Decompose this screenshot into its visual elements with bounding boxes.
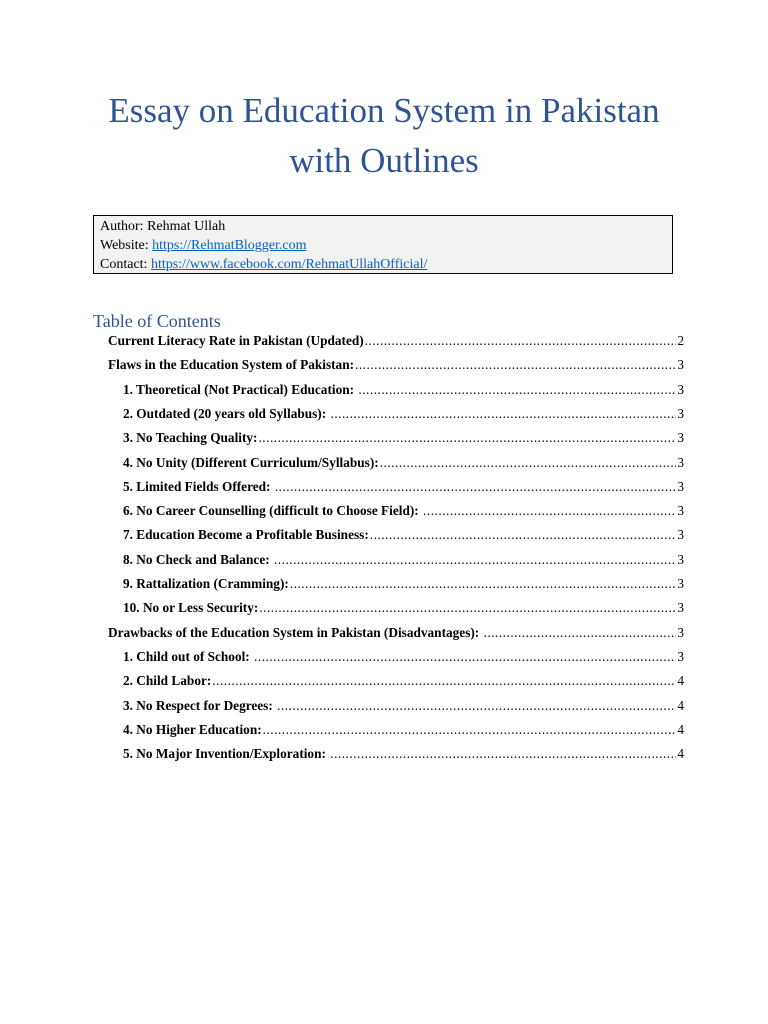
website-link[interactable]: https://RehmatBlogger.com bbox=[152, 238, 307, 253]
toc-dot-leader bbox=[331, 404, 677, 424]
toc-entry-spacer bbox=[273, 696, 276, 716]
toc-entry[interactable] bbox=[108, 623, 684, 643]
toc-entry-title: 4. No Higher Education: bbox=[123, 721, 262, 737]
author-line bbox=[100, 217, 666, 236]
toc-heading: Table of Contents bbox=[93, 311, 221, 331]
toc-page-number: 3 bbox=[677, 576, 684, 591]
toc-page-number: 3 bbox=[677, 430, 684, 446]
toc-page-number: 3 bbox=[677, 600, 684, 616]
toc-entry-spacer bbox=[250, 647, 253, 667]
author-label: Author: bbox=[100, 219, 144, 234]
toc-entry-title: 2. Child Labor: bbox=[123, 673, 212, 689]
toc-entry-spacer bbox=[326, 404, 329, 424]
toc-entry[interactable] bbox=[123, 647, 684, 667]
toc-entry-title: 1. Child out of School: bbox=[123, 648, 250, 664]
toc-entry-spacer bbox=[479, 623, 482, 643]
toc-entry-title: Drawbacks of the Education System in Pakistan (Disadvantages): bbox=[108, 624, 480, 640]
toc-dot-leader bbox=[358, 380, 676, 400]
toc-entry[interactable] bbox=[123, 696, 684, 716]
toc-page-number: 3 bbox=[677, 357, 684, 373]
toc-page-number: 3 bbox=[677, 527, 684, 543]
toc-entry-title: Flaws in the Education System of Pakistan: bbox=[108, 357, 355, 373]
toc-entry[interactable] bbox=[123, 501, 684, 521]
website-label: Website: bbox=[100, 238, 149, 253]
toc-page-number: 4 bbox=[677, 673, 684, 689]
toc-dot-leader bbox=[365, 331, 677, 351]
toc-entry[interactable] bbox=[123, 404, 684, 424]
toc-dot-leader bbox=[290, 574, 677, 594]
toc-entry[interactable] bbox=[123, 550, 684, 570]
title-line-1: Essay on Education System in Pakistan bbox=[108, 91, 660, 130]
author-name: Rehmat Ullah bbox=[147, 219, 226, 234]
toc-page-number: 4 bbox=[677, 746, 684, 762]
toc-entry[interactable] bbox=[108, 331, 684, 351]
contact-link[interactable]: https://www.facebook.com/RehmatUllahOfficial/ bbox=[150, 257, 428, 272]
toc-dot-leader bbox=[330, 744, 676, 764]
toc-page-number: 3 bbox=[677, 381, 684, 397]
toc-entry-spacer bbox=[270, 477, 273, 497]
toc-entry[interactable] bbox=[123, 477, 684, 497]
toc-dot-leader bbox=[277, 696, 676, 716]
toc-entry[interactable] bbox=[108, 355, 684, 375]
contact-line bbox=[100, 255, 666, 274]
toc-entry-title: 4. No Unity (Different Curriculum/Syllabus): bbox=[123, 454, 379, 470]
toc-dot-leader bbox=[263, 720, 677, 740]
toc-entry-title: 3. No Teaching Quality: bbox=[123, 430, 258, 446]
toc-entry[interactable] bbox=[123, 744, 684, 764]
toc-entry-spacer bbox=[354, 380, 357, 400]
toc-page-number: 3 bbox=[677, 503, 684, 519]
toc-entry-title: 10. No or Less Security: bbox=[123, 600, 259, 616]
toc-entry-title: 3. No Respect for Degrees: bbox=[123, 697, 273, 713]
website-line bbox=[100, 236, 666, 255]
contact-label: Contact: bbox=[100, 257, 148, 272]
toc-entry-spacer bbox=[419, 501, 422, 521]
toc-entry-spacer bbox=[326, 744, 329, 764]
document-title bbox=[60, 86, 708, 186]
toc-entry-spacer bbox=[270, 550, 273, 570]
toc-dot-leader bbox=[423, 501, 676, 521]
toc-entry-title: 7. Education Become a Profitable Business: bbox=[123, 527, 369, 543]
toc-page-number: 3 bbox=[677, 624, 684, 640]
toc-dot-leader bbox=[212, 671, 676, 691]
toc-page-number: 4 bbox=[677, 721, 684, 737]
title-line-2: with Outlines bbox=[289, 141, 479, 180]
toc-entry[interactable] bbox=[123, 525, 684, 545]
toc-dot-leader bbox=[258, 428, 676, 448]
toc-dot-leader bbox=[380, 453, 677, 473]
toc-dot-leader bbox=[259, 598, 676, 618]
toc-entry-title: 5. Limited Fields Offered: bbox=[123, 478, 271, 494]
toc-entry-title: 9. Rattalization (Cramming): bbox=[123, 576, 289, 591]
toc-entry[interactable] bbox=[123, 598, 684, 618]
toc-page-number: 2 bbox=[677, 333, 684, 348]
toc-page-number: 3 bbox=[677, 454, 684, 470]
toc-entry[interactable] bbox=[123, 720, 684, 740]
toc-page-number: 3 bbox=[677, 648, 684, 664]
toc-dot-leader bbox=[355, 355, 676, 375]
toc-page-number: 3 bbox=[677, 405, 684, 421]
toc-entry[interactable] bbox=[123, 453, 684, 473]
author-info-box bbox=[93, 215, 673, 274]
toc-entry-title: 6. No Career Counselling (difficult to Choose Field): bbox=[123, 503, 419, 519]
toc-entry[interactable] bbox=[123, 574, 684, 594]
toc-entry[interactable] bbox=[123, 380, 684, 400]
toc-page-number: 3 bbox=[677, 478, 684, 494]
toc-dot-leader bbox=[275, 477, 677, 497]
toc-dot-leader bbox=[370, 525, 677, 545]
toc-entry-title: 1. Theoretical (Not Practical) Education: bbox=[123, 381, 355, 397]
toc-entry-title: 2. Outdated (20 years old Syllabus): bbox=[123, 405, 327, 421]
toc-entry-title: 5. No Major Invention/Exploration: bbox=[123, 746, 326, 762]
toc-entry-title: Current Literacy Rate in Pakistan (Updated) bbox=[108, 333, 364, 348]
toc-entry[interactable] bbox=[123, 671, 684, 691]
toc-dot-leader bbox=[254, 647, 676, 667]
toc-page-number: 3 bbox=[677, 551, 684, 567]
toc-dot-leader bbox=[484, 623, 677, 643]
toc-page-number: 4 bbox=[677, 697, 684, 713]
toc-entry-title: 8. No Check and Balance: bbox=[123, 551, 270, 567]
toc-entry[interactable] bbox=[123, 428, 684, 448]
toc-dot-leader bbox=[274, 550, 676, 570]
